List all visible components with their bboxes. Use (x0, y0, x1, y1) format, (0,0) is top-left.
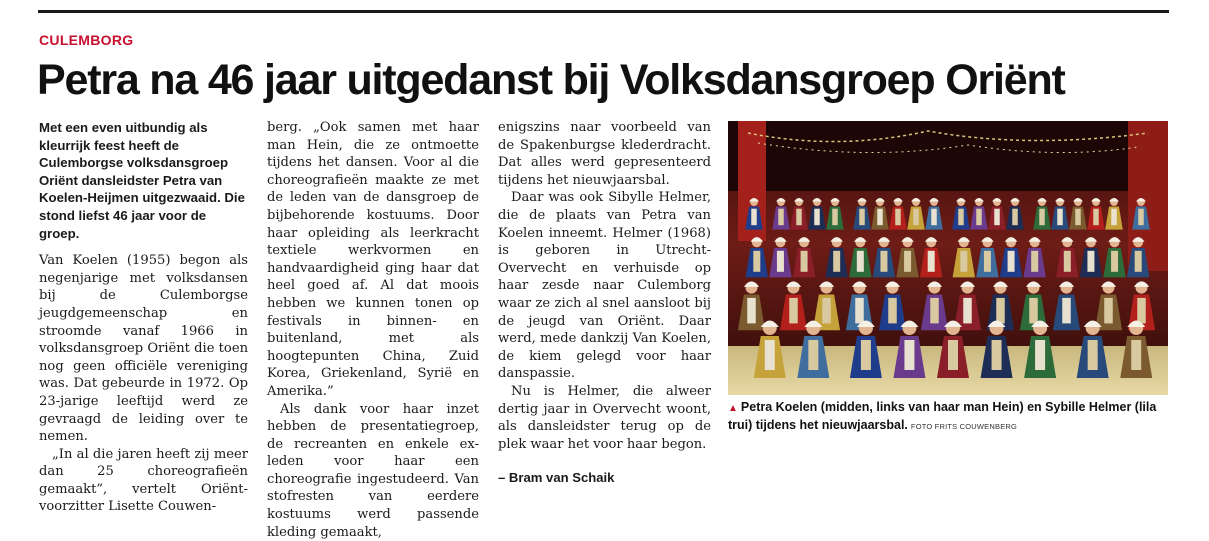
article-column-1 (39, 119, 248, 516)
group-photo (728, 121, 1168, 395)
headline: Petra na 46 jaar uitgedanst bij Volksdansgroep Oriënt (37, 52, 1177, 108)
photo-credit: FOTO FRITS COUWENBERG (911, 422, 1017, 431)
article-column-2 (267, 119, 479, 541)
body-paragraph: berg. „Ook samen met haar man Hein, die ze ontmoette tijdens het dansen. Voor al die choreografieën maakte ze met de leden van de dansgroep de bijbehorende kostuums. Door haar opleiding als leerkracht textiele werkvormen en handvaardigheid ging haar dat heel goed af. Al dat moois hebben we kunnen tonen op festivals in binnen- en buitenland, met als hoogtepunten China, Zuid Korea, Griekenland, Syrië en Amerika.” (267, 119, 479, 401)
body-paragraph: Daar was ook Sibylle Helmer, die de plaats van Petra van Koelen inneemt. Helmer (1968) is geboren in Utrecht-Overvecht en verhuisde op haar zesde naar Culemborg waar ze zich al snel aansloot bij de jeugd van Oriënt. Daar werd, mede dankzij Van Koelen, de kiem gelegd voor haar danspassie. (498, 189, 711, 383)
body-paragraph: „In al die jaren heeft zij meer dan 25 choreografieën gemaakt”, vertelt Oriënt-voorzitter Lisette Couwen- (39, 446, 248, 516)
top-rule (38, 10, 1169, 13)
body-paragraph: Nu is Helmer, die alweer dertig jaar in Overvecht woont, als dansleidster terug op de plek waar het voor haar begon. (498, 383, 711, 453)
article-column-3 (498, 119, 711, 487)
body-paragraph: enigszins naar voorbeeld van de Spakenburgse klederdracht. Dat alles werd gepresenteerd tijdens het nieuwjaarsbal. (498, 119, 711, 189)
body-paragraph: Als dank voor haar inzet hebben de presentatiegroep, de recreanten en enkele ex-leden voor haar een choreografie ingestudeerd. Van stofresten van eerdere kostuums werd passende kleding gemaakt, (267, 401, 479, 541)
section-label: CULEMBORG (39, 32, 133, 48)
body-paragraph: Van Koelen (1955) begon als negenjarige met volksdansen bij de Culemborgse jeugdgemeenschap en stroomde vanaf 1966 in volksdansgroep Oriënt die toen nog geen officiële vereniging was. Dat gebeurde in 1972. Op 23-jarige leeftijd werd ze gevraagd de leiding over te nemen. (39, 252, 248, 446)
caption-triangle-icon: ▲ (728, 403, 738, 414)
caption-text: Petra Koelen (midden, links van haar man Hein) en Sybille Helmer (lila trui) tijdens het nieuwjaarsbal. (728, 400, 1156, 432)
byline: – Bram van Schaik (498, 469, 711, 487)
photo-caption (728, 399, 1173, 435)
intro-paragraph: Met een even uitbundig als kleurrijk feest heeft de Culemborgse volksdansgroep Oriënt dansleidster Petra van Koelen-Heijmen uitgezwaaid. Die stond liefst 46 jaar voor de groep. (39, 119, 248, 242)
